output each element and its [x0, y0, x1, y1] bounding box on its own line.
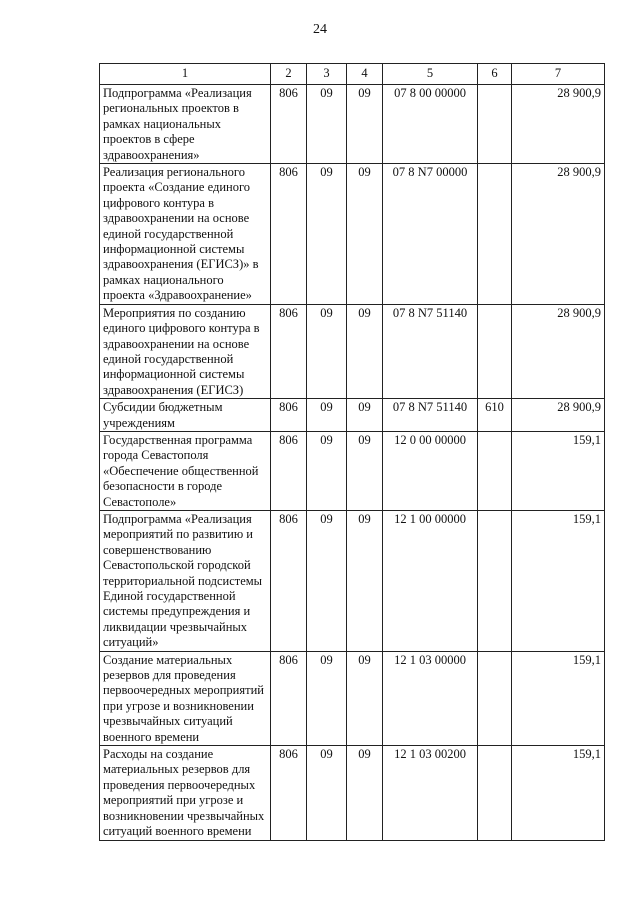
- row-code-section: 09: [307, 746, 347, 840]
- row-amount: 28 900,9: [512, 304, 605, 398]
- row-code-section: 09: [307, 164, 347, 305]
- row-amount: 28 900,9: [512, 399, 605, 432]
- table-row: [100, 164, 605, 305]
- header-col-5: 5: [383, 64, 478, 85]
- row-code-subsection: 09: [347, 304, 383, 398]
- row-expense-type: [478, 746, 512, 840]
- row-amount: 28 900,9: [512, 85, 605, 164]
- row-expense-type: [478, 85, 512, 164]
- row-target-article: 07 8 N7 51140: [383, 399, 478, 432]
- header-col-7: 7: [512, 64, 605, 85]
- row-expense-type: [478, 510, 512, 651]
- header-col-2: 2: [271, 64, 307, 85]
- row-amount: 159,1: [512, 746, 605, 840]
- row-code-ministry: 806: [271, 431, 307, 510]
- row-code-subsection: 09: [347, 651, 383, 745]
- header-col-1: 1: [100, 64, 271, 85]
- row-expense-type: 610: [478, 399, 512, 432]
- row-code-ministry: 806: [271, 164, 307, 305]
- table-row: [100, 746, 605, 840]
- header-col-3: 3: [307, 64, 347, 85]
- row-code-ministry: 806: [271, 746, 307, 840]
- row-target-article: 12 1 00 00000: [383, 510, 478, 651]
- row-target-article: 07 8 N7 00000: [383, 164, 478, 305]
- table-row: [100, 510, 605, 651]
- row-amount: 159,1: [512, 510, 605, 651]
- row-code-subsection: 09: [347, 510, 383, 651]
- table-header: [100, 64, 605, 85]
- table-row: [100, 85, 605, 164]
- table-body: [100, 85, 605, 841]
- row-code-subsection: 09: [347, 746, 383, 840]
- row-code-ministry: 806: [271, 510, 307, 651]
- row-code-subsection: 09: [347, 399, 383, 432]
- row-code-section: 09: [307, 304, 347, 398]
- table-row: [100, 651, 605, 745]
- row-expense-type: [478, 651, 512, 745]
- table-row: [100, 304, 605, 398]
- row-target-article: 12 0 00 00000: [383, 431, 478, 510]
- page-number: 24: [313, 22, 327, 37]
- row-code-ministry: 806: [271, 399, 307, 432]
- row-name: Подпрограмма «Реализация региональных проектов в рамках национальных проектов в сфере здравоохранения»: [100, 85, 271, 164]
- row-amount: 159,1: [512, 431, 605, 510]
- row-code-subsection: 09: [347, 431, 383, 510]
- row-code-section: 09: [307, 399, 347, 432]
- row-name: Реализация регионального проекта «Создание единого цифрового контура в здравоохранении на основе единой государственной информационной системы здравоохранения (ЕГИСЗ)» в рамках национального проекта «Здравоохранение»: [100, 164, 271, 305]
- row-target-article: 07 8 N7 51140: [383, 304, 478, 398]
- header-col-6: 6: [478, 64, 512, 85]
- row-name: Создание материальных резервов для проведения первоочередных мероприятий при угрозе и возникновении чрезвычайных ситуаций военного времени: [100, 651, 271, 745]
- row-name: Мероприятия по созданию единого цифрового контура в здравоохранении на основе единой государственной информационной системы здравоохранения (ЕГИСЗ): [100, 304, 271, 398]
- row-code-ministry: 806: [271, 651, 307, 745]
- row-code-ministry: 806: [271, 304, 307, 398]
- row-name: Субсидии бюджетным учреждениям: [100, 399, 271, 432]
- row-name: Государственная программа города Севастополя «Обеспечение общественной безопасности в городе Севастополе»: [100, 431, 271, 510]
- header-row: [100, 64, 605, 85]
- header-col-4: 4: [347, 64, 383, 85]
- row-expense-type: [478, 304, 512, 398]
- row-target-article: 07 8 00 00000: [383, 85, 478, 164]
- row-code-subsection: 09: [347, 164, 383, 305]
- row-code-section: 09: [307, 651, 347, 745]
- row-expense-type: [478, 431, 512, 510]
- row-name: Подпрограмма «Реализация мероприятий по развитию и совершенствованию Севастопольской городской территориальной подсистемы Единой государственной системы предупреждения и ликвидации чрезвычайных ситуаций»: [100, 510, 271, 651]
- row-target-article: 12 1 03 00000: [383, 651, 478, 745]
- table-row: [100, 399, 605, 432]
- budget-table: [99, 63, 605, 841]
- row-expense-type: [478, 164, 512, 305]
- row-amount: 28 900,9: [512, 164, 605, 305]
- row-target-article: 12 1 03 00200: [383, 746, 478, 840]
- table-row: [100, 431, 605, 510]
- row-code-section: 09: [307, 431, 347, 510]
- row-amount: 159,1: [512, 651, 605, 745]
- row-name: Расходы на создание материальных резервов для проведения первоочередных мероприятий при угрозе и возникновении чрезвычайных ситуаций военного времени: [100, 746, 271, 840]
- row-code-ministry: 806: [271, 85, 307, 164]
- row-code-section: 09: [307, 85, 347, 164]
- row-code-section: 09: [307, 510, 347, 651]
- row-code-subsection: 09: [347, 85, 383, 164]
